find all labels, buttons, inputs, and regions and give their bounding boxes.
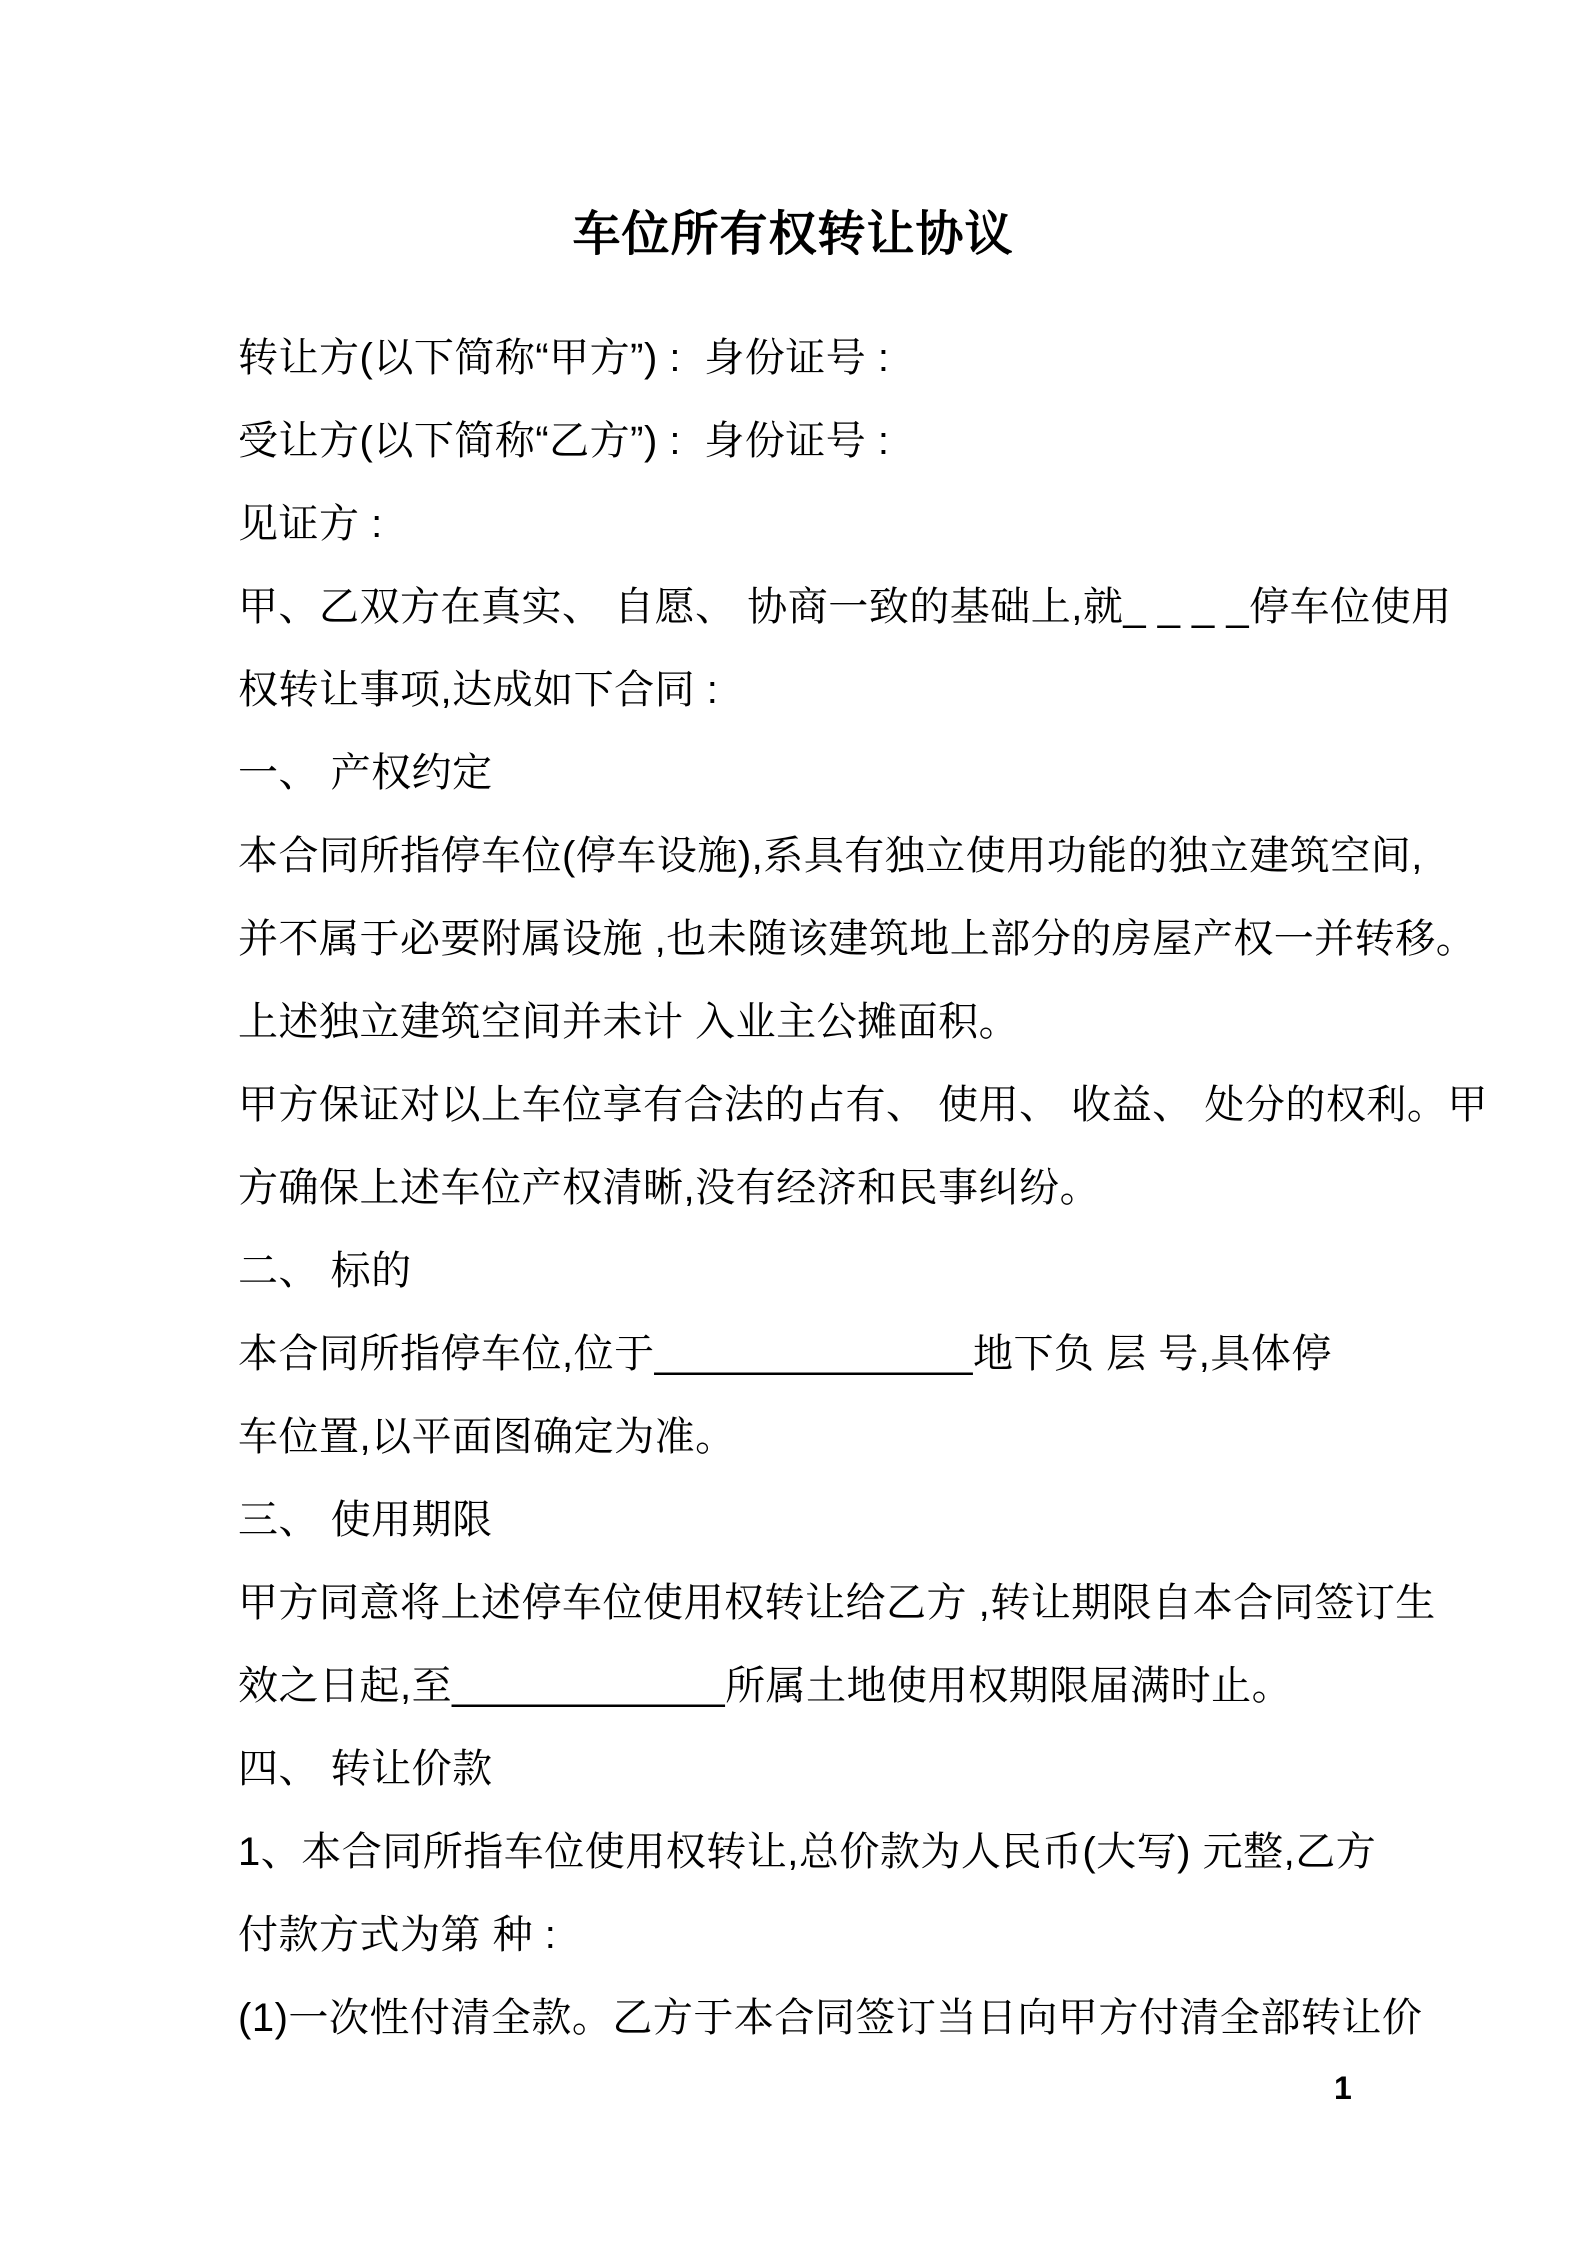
document-line: 二、 标的 [238, 1249, 412, 1293]
document-line: 付款方式为第 种 : [238, 1913, 557, 1957]
document-line: 效之日起,至____________所属土地使用权期限届满时止。 [238, 1664, 1293, 1708]
document-line: 并不属于必要附属设施 ,也未随该建筑地上部分的房屋产权一并转移。 [238, 917, 1477, 961]
document-line: 三、 使用期限 [238, 1498, 493, 1542]
document-line: 上述独立建筑空间并未计 入业主公摊面积。 [238, 1000, 1020, 1044]
document-line: 转让方(以下简称“甲方”) : 身份证号 : [238, 336, 890, 380]
document-line: 本合同所指停车位(停车设施),系具有独立使用功能的独立建筑空间, [238, 834, 1423, 878]
document-line: 1、本合同所指车位使用权转让,总价款为人民币(大写) 元整,乙方 [238, 1830, 1377, 1874]
document-line: 受让方(以下简称“乙方”) : 身份证号 : [238, 419, 890, 463]
document-body [0, 317, 1586, 2060]
document-line: 车位置,以平面图确定为准。 [238, 1415, 736, 1459]
page-number: 1 [1334, 2070, 1352, 2106]
document-line: 四、 转让价款 [238, 1747, 493, 1791]
document-line: 见证方 : [238, 502, 383, 546]
document-line: 本合同所指停车位,位于______________地下负 层 号,具体停 [238, 1332, 1332, 1376]
document-line: (1)一次性付清全款。乙方于本合同签订当日向甲方付清全部转让价 [238, 1996, 1423, 2040]
document-line: 方确保上述车位产权清晰,没有经济和民事纠纷。 [238, 1166, 1101, 1210]
document-line: 甲、乙双方在真实、 自愿、 协商一致的基础上,就_ _ _ _停车位使用 [238, 585, 1452, 629]
document-title: 车位所有权转让协议 [572, 208, 1014, 261]
document-line: 甲方同意将上述停车位使用权转让给乙方 ,转让期限自本合同签订生 [238, 1581, 1436, 1625]
document-line: 甲方保证对以上车位享有合法的占有、 使用、 收益、 处分的权利。甲 [238, 1083, 1488, 1127]
document-line: 一、 产权约定 [238, 751, 493, 795]
document-line: 权转让事项,达成如下合同 : [238, 668, 719, 712]
